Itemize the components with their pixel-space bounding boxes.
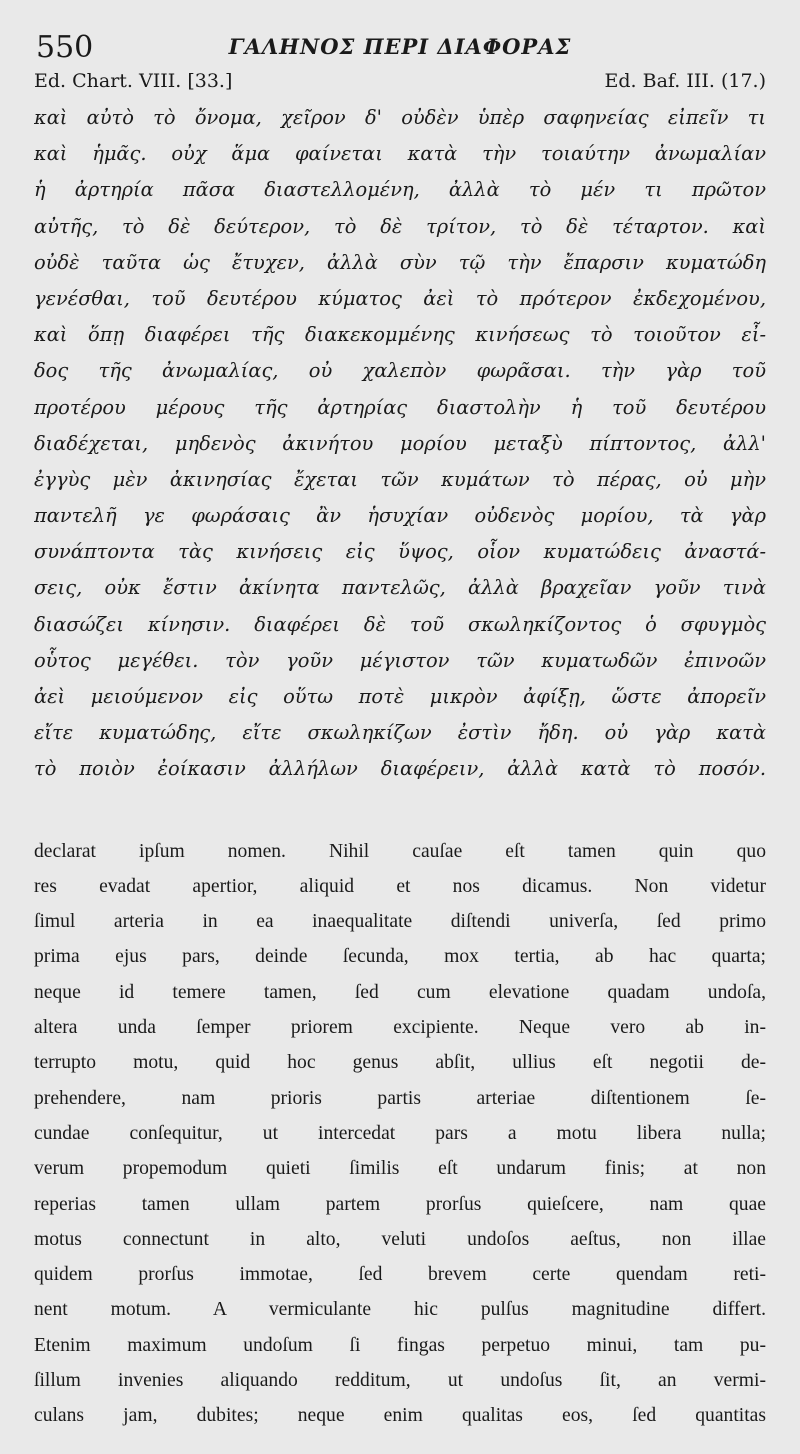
latin-text-line: Etenim maximum undoſum ſi fingas perpetuo minui, tam pu- xyxy=(34,1334,766,1356)
latin-text-line: terrupto motu, quid hoc genus abſit, ullius eſt negotii de- xyxy=(34,1052,766,1074)
greek-text-line: δος τῆς ἀνωμαλίας, οὐ χαλεπὸν φωρᾶσαι. τὴν γὰρ τοῦ xyxy=(34,359,766,383)
greek-text-line: καὶ ἡμᾶς. οὐχ ἅμα φαίνεται κατὰ τὴν τοιαύτην ἀνωμαλίαν xyxy=(34,142,766,166)
greek-text-line: γενέσθαι, τοῦ δευτέρου κύματος ἀεὶ τὸ πρότερον ἐκδεχομένου, xyxy=(34,286,766,310)
greek-text-line: οὗτος μεγέθει. τὸν γοῦν μέγιστον τῶν κυματωδῶν ἐπινοῶν xyxy=(34,648,766,672)
latin-text-line: prima ejus pars, deinde ſecunda, mox tertia, ab hac quarta; xyxy=(34,946,766,968)
edition-reference-right: Ed. Baf. III. (17.) xyxy=(604,70,766,92)
greek-text-line: καὶ ὅπῃ διαφέρει τῆς διακεκομμένης κινήσεως τὸ τοιοῦτον εἶ- xyxy=(34,323,766,347)
greek-text-line: εἴτε κυματώδης, εἴτε σκωληκίζων ἐστὶν ἤδη. οὐ γὰρ κατὰ xyxy=(34,721,766,745)
edition-reference-line xyxy=(34,70,766,96)
edition-reference-left: Ed. Chart. VIII. [33.] xyxy=(34,70,233,92)
page-header xyxy=(34,28,766,70)
greek-text-line: διαδέχεται, μηδενὸς ἀκινήτου μορίου μεταξὺ πίπτοντος, ἀλλ' xyxy=(34,431,766,455)
greek-text-line: παντελῆ γε φωράσαις ἂν ἡσυχίαν οὐδενὸς μορίου, τὰ γὰρ xyxy=(34,504,766,528)
greek-text-line: αὐτῆς, τὸ δὲ δεύτερον, τὸ δὲ τρίτον, τὸ δὲ τέταρτον. καὶ xyxy=(34,214,766,238)
latin-text-line: prehendere, nam prioris partis arteriae diſtentionem ſe- xyxy=(34,1087,766,1109)
latin-text-line: ſimul arteria in ea inaequalitate diſtendi univerſa, ſed primo xyxy=(34,911,766,933)
page-number: 550 xyxy=(36,30,94,65)
latin-text-line: declarat ipſum nomen. Nihil cauſae eſt tamen quin quo xyxy=(34,840,766,862)
greek-text-line: ἐγγὺς μὲν ἀκινησίας ἔχεται τῶν κυμάτων τὸ πέρας, οὐ μὴν xyxy=(34,467,766,491)
greek-text-line: σεις, οὐκ ἔστιν ἀκίνητα παντελῶς, ἀλλὰ βραχεῖαν γοῦν τινὰ xyxy=(34,576,766,600)
latin-text-line: ſillum invenies aliquando redditum, ut undoſus ſit, an vermi- xyxy=(34,1370,766,1392)
greek-text-line: ἡ ἀρτηρία πᾶσα διαστελλομένη, ἀλλὰ τὸ μέν τι πρῶτον xyxy=(34,178,766,202)
greek-text-line: τὸ ποιὸν ἐοίκασιν ἀλλήλων διαφέρειν, ἀλλὰ κατὰ τὸ ποσόν. xyxy=(34,757,766,781)
latin-text-line: nent motum. A vermiculante hic pulſus magnitudine differt. xyxy=(34,1299,766,1321)
latin-text-line: motus connectunt in alto, veluti undoſos aeſtus, non illae xyxy=(34,1228,766,1250)
running-title: ΓΑΛΗΝΟΣ ΠΕΡΙ ΔΙΑΦΟΡΑΣ xyxy=(228,34,572,59)
latin-text-line: altera unda ſemper priorem excipiente. Neque vero ab in- xyxy=(34,1017,766,1039)
greek-text-line: συνάπτοντα τὰς κινήσεις εἰς ὕψος, οἷον κυματώδεις ἀναστά- xyxy=(34,540,766,564)
latin-text-line: culans jam, dubites; neque enim qualitas eos, ſed quantitas xyxy=(34,1405,766,1427)
latin-text-line: neque id temere tamen, ſed cum elevatione quadam undoſa, xyxy=(34,981,766,1003)
greek-text-line: ἀεὶ μειούμενον εἰς οὕτω ποτὲ μικρὸν ἀφίξῃ, ὥστε ἀπορεῖν xyxy=(34,685,766,708)
greek-text-block xyxy=(34,100,766,788)
greek-text-line: προτέρου μέρους τῆς ἀρτηρίας διαστολὴν ἡ τοῦ δευτέρου xyxy=(34,395,766,419)
greek-text-line: διασώζει κίνησιν. διαφέρει δὲ τοῦ σκωληκίζοντος ὁ σφυγμὸς xyxy=(34,612,766,636)
greek-text-line: οὐδὲ ταῦτα ὡς ἔτυχεν, ἀλλὰ σὺν τῷ τὴν ἔπαρσιν κυματώδη xyxy=(34,250,766,274)
latin-text-block xyxy=(34,834,766,1434)
latin-text-line: reperias tamen ullam partem prorſus quieſcere, nam quae xyxy=(34,1193,766,1215)
greek-text-line: καὶ αὐτὸ τὸ ὄνομα, χεῖρον δ' οὐδὲν ὑπὲρ σαφηνείας εἰπεῖν τι xyxy=(34,106,766,129)
latin-text-line: res evadat apertior, aliquid et nos dicamus. Non videtur xyxy=(34,875,766,897)
latin-text-line: quidem prorſus immotae, ſed brevem certe quendam reti- xyxy=(34,1264,766,1286)
latin-text-line: cundae conſequitur, ut intercedat pars a motu libera nulla; xyxy=(34,1122,766,1144)
latin-text-line: verum propemodum quieti ſimilis eſt undarum finis; at non xyxy=(34,1158,766,1180)
